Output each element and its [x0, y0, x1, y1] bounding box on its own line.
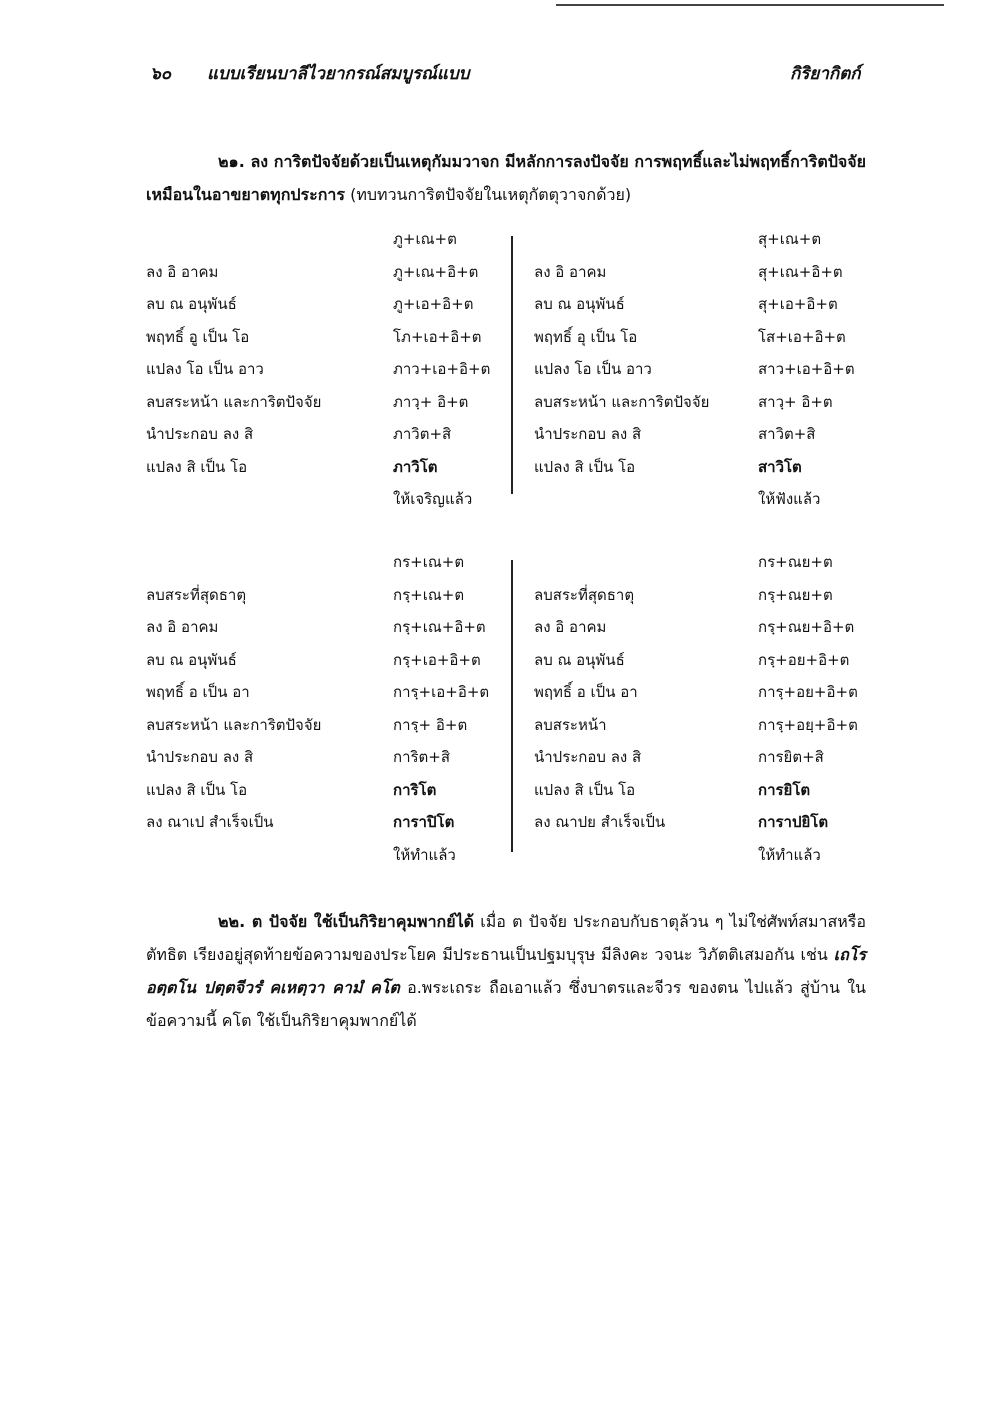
table2-left-form: การิต+สิ: [393, 748, 451, 766]
table1-right-form: สาว+เอ+อิ+ต: [758, 360, 855, 378]
table2-right-step: ลบสระหน้า: [534, 715, 607, 734]
table1-right-meaning: ให้ฟังแล้ว: [758, 490, 821, 508]
table1-left-form: โภ+เอ+อิ+ต: [393, 327, 482, 346]
table2-left-form: การฺ+ อิ+ต: [393, 715, 468, 734]
table2-right-form: กรฺ+ณย+อิ+ต: [758, 618, 855, 636]
table2-left-step: นำประกอบ ลง สิ: [146, 748, 254, 766]
table1-left-step: ลบ ณ อนุพันธ์: [146, 295, 237, 313]
table-1-divider: [511, 236, 513, 494]
table1-left-step: พฤทธิ์ อู เป็น โอ: [146, 327, 250, 346]
table1-left-form: ภู+เอ+อิ+ต: [393, 295, 474, 313]
table2-right-step: ลง อิ อาคม: [534, 618, 607, 636]
table1-left-step: แปลง โอ เป็น อาว: [146, 360, 264, 378]
section-21-heading: ๒๑. ลง การิตปัจจัยด้วยเป็นเหตุกัมมวาจก มีหลักการลงปัจจัย การพฤทธิ์และไม่พฤทธิ์การิตปัจจัยเหมือนในอาขยาตทุกประการ: [146, 152, 866, 204]
table1-right-step: ลง อิ อาคม: [534, 262, 607, 281]
section-22-paragraph: [146, 905, 866, 1037]
table2-left-form: กรฺ+เณ+อิ+ต: [393, 618, 486, 636]
table2-right-step: นำประกอบ ลง สิ: [534, 748, 642, 766]
book-title: แบบเรียนบาลีไวยากรณ์สมบูรณ์แบบ: [207, 64, 470, 84]
table2-left-head: กร+เณ+ต: [393, 553, 465, 571]
table2-left-step: ลบสระที่สุดธาตุ: [146, 585, 247, 604]
section-21-note: (ทบทวนการิตปัจจัยในเหตุกัตตุวาจกด้วย): [344, 185, 632, 204]
table2-left-step: ลง อิ อาคม: [146, 618, 219, 636]
table1-left-step: ลง อิ อาคม: [146, 262, 219, 281]
chapter-title: กิริยากิตก์: [790, 64, 861, 84]
table1-right-form: โส+เอ+อิ+ต: [758, 327, 846, 346]
table1-right-step: ลบ ณ อนุพันธ์: [534, 295, 625, 313]
table2-right-form: การาปยิโต: [758, 813, 829, 831]
table2-right-form: กรฺ+อย+อิ+ต: [758, 650, 850, 669]
table2-right-step: ลบสระที่สุดธาตุ: [534, 585, 635, 604]
table2-right-step: ลง ณาปย สำเร็จเป็น: [534, 813, 666, 831]
table2-left-form: การิโต: [393, 780, 437, 799]
table1-right-step: นำประกอบ ลง สิ: [534, 425, 642, 443]
table2-left-step: พฤทธิ์ อ เป็น อา: [146, 683, 250, 701]
table2-right-form: การยิต+สิ: [758, 748, 824, 766]
table1-left-form: ภาวิต+สิ: [393, 425, 452, 443]
section-22-example: เถโร อตฺตโน ปตฺตจีวรํ คเหตฺวา คามํ คโต: [146, 945, 866, 997]
table2-right-meaning: ให้ทำแล้ว: [758, 845, 821, 864]
table1-right-form: สุ+เอ+อิ+ต: [758, 295, 838, 313]
table2-right-form: กรฺ+ณย+ต: [758, 585, 833, 604]
table2-left-form: กรฺ+เณ+ต: [393, 585, 465, 604]
table2-right-step: พฤทธิ์ อ เป็น อา: [534, 683, 638, 701]
table1-right-head: สุ+เณ+ต: [758, 230, 822, 248]
section-22-text: เมื่อ ต ปัจจัย ประกอบกับธาตุล้วน ๆ ไม่ใช่ศัพท์สมาสหรือตัทธิต เรียงอยู่สุดท้ายข้อความของประโยค มีประธานเป็นปฐมบุรุษ มีลิงคะ วจนะ วิภัตติเสมอกัน เช่น: [146, 912, 866, 964]
section-22-translation: อ.พระเถระ ถือเอาแล้ว ซึ่งบาตรและจีวร ของตน ไปแล้ว สู่บ้าน ในข้อความนี้ คโต ใช้เป็นกิริยาคุมพากย์ได้: [146, 978, 866, 1030]
table2-left-step: ลบ ณ อนุพันธ์: [146, 650, 237, 669]
table-2-divider: [511, 560, 513, 852]
table1-right-form: สาวฺ+ อิ+ต: [758, 392, 833, 411]
table1-left-step: แปลง สิ เป็น โอ: [146, 457, 248, 476]
table1-left-form: ภาว+เอ+อิ+ต: [393, 360, 491, 378]
table2-left-form: การฺ+เอ+อิ+ต: [393, 683, 490, 701]
table2-left-step: แปลง สิ เป็น โอ: [146, 780, 248, 799]
table2-right-form: การยิโต: [758, 780, 811, 799]
table2-right-form: การฺ+อยฺ+อิ+ต: [758, 715, 858, 734]
table2-right-head: กร+ณย+ต: [758, 553, 833, 571]
table2-right-step: แปลง สิ เป็น โอ: [534, 780, 636, 799]
top-rule: [556, 4, 944, 6]
table2-left-step: ลง ณาเป สำเร็จเป็น: [146, 813, 274, 831]
table2-left-form: การาปิโต: [393, 813, 455, 831]
table1-right-step: ลบสระหน้า และการิตปัจจัย: [534, 392, 710, 411]
table1-left-meaning: ให้เจริญแล้ว: [393, 490, 473, 508]
table1-left-form: ภู+เณ+อิ+ต: [393, 262, 479, 281]
page-number: ๖๐: [150, 64, 172, 84]
table1-right-form: สาวิต+สิ: [758, 425, 816, 443]
table1-right-form: สุ+เณ+อิ+ต: [758, 262, 843, 281]
section-22-heading: ๒๒. ต ปัจจัย ใช้เป็นกิริยาคุมพากย์ได้: [218, 912, 475, 931]
table2-right-form: การฺ+อย+อิ+ต: [758, 683, 858, 701]
table1-right-step: แปลง โอ เป็น อาว: [534, 360, 652, 378]
table2-left-meaning: ให้ทำแล้ว: [393, 845, 456, 864]
table1-left-step: ลบสระหน้า และการิตปัจจัย: [146, 392, 322, 411]
table2-left-step: ลบสระหน้า และการิตปัจจัย: [146, 715, 322, 734]
table1-left-head: ภู+เณ+ต: [393, 230, 457, 248]
table1-left-step: นำประกอบ ลง สิ: [146, 425, 254, 443]
table1-left-form: ภาวิโต: [393, 457, 438, 476]
table1-right-step: แปลง สิ เป็น โอ: [534, 457, 636, 476]
section-21-paragraph: [146, 145, 866, 211]
table2-right-step: ลบ ณ อนุพันธ์: [534, 650, 625, 669]
table1-left-form: ภาวฺ+ อิ+ต: [393, 392, 469, 411]
table1-right-step: พฤทธิ์ อุ เป็น โอ: [534, 327, 638, 346]
table2-left-form: กรฺ+เอ+อิ+ต: [393, 650, 481, 669]
table1-right-form: สาวิโต: [758, 457, 802, 476]
